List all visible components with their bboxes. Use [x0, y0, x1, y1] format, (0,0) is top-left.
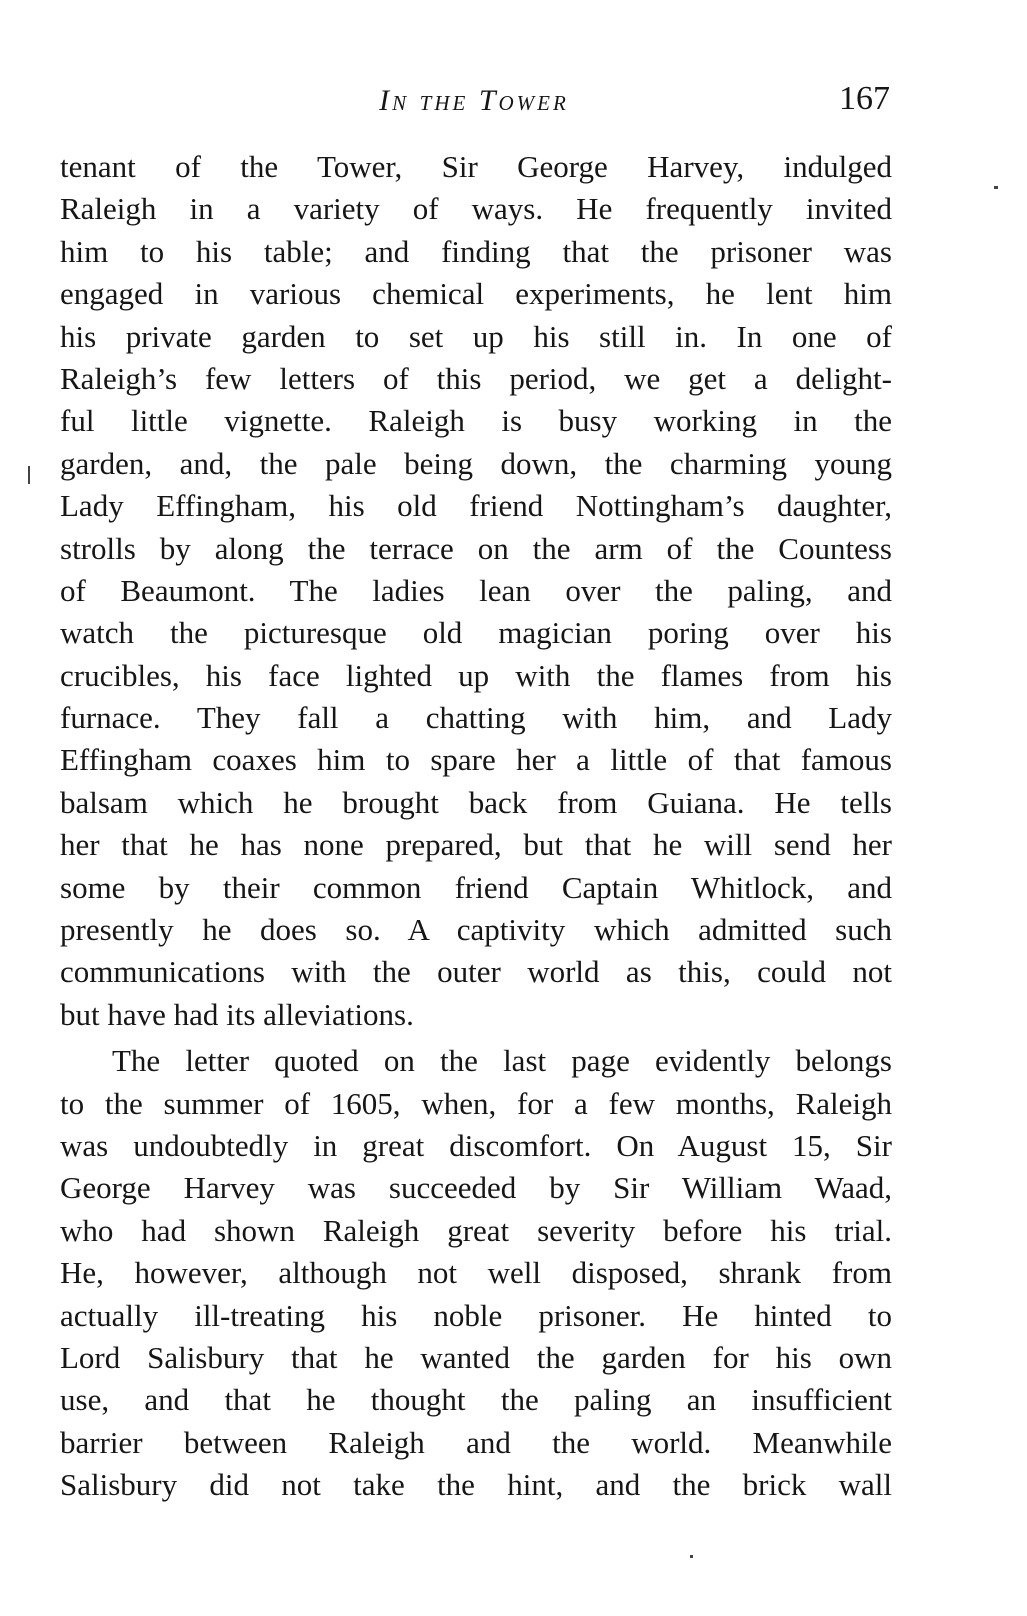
scan-speck	[28, 466, 30, 484]
text-line: Lord Salisbury that he wanted the garden for his own	[60, 1339, 892, 1375]
text-line: Raleigh in a variety of ways. He frequently invited	[60, 191, 892, 227]
text-line: crucibles, his face lighted up with the flames from his	[60, 657, 892, 693]
text-line: furnace. They fall a chatting with him, and Lady	[60, 700, 892, 736]
text-line: of Beaumont. The ladies lean over the paling, and	[60, 572, 892, 608]
text-line: some by their common friend Captain Whitlock, and	[60, 869, 892, 905]
text-line: his private garden to set up his still in. In one of	[60, 318, 892, 354]
running-title: In the Tower	[379, 84, 569, 117]
text-line: Lady Effingham, his old friend Nottingham’s daughter,	[60, 488, 892, 524]
scan-speck	[994, 186, 998, 189]
text-line: her that he has none prepared, but that he will send her	[60, 827, 892, 863]
text-line: balsam which he brought back from Guiana. He tells	[60, 784, 892, 820]
text-line: He, however, although not well disposed, shrank from	[60, 1255, 892, 1291]
text-line: use, and that he thought the paling an insufficient	[60, 1382, 892, 1418]
text-line: George Harvey was succeeded by Sir William Waad,	[60, 1170, 892, 1206]
text-line: to the summer of 1605, when, for a few months, Raleigh	[60, 1085, 892, 1121]
text-line: communications with the outer world as this, could not	[60, 954, 892, 990]
text-line: engaged in various chemical experiments, he lent him	[60, 276, 892, 312]
text-line: him to his table; and finding that the prisoner was	[60, 233, 892, 269]
text-line: ful little vignette. Raleigh is busy working in the	[60, 403, 892, 439]
text-line: barrier between Raleigh and the world. Meanwhile	[60, 1424, 892, 1460]
text-line: garden, and, the pale being down, the charming young	[60, 445, 892, 481]
text-line: Raleigh’s few letters of this period, we get a delight-	[60, 360, 892, 396]
page-number: 167	[839, 80, 890, 117]
scan-speck	[690, 1555, 693, 1558]
body-text	[60, 146, 892, 1507]
running-head	[58, 80, 890, 124]
text-line: was undoubtedly in great discomfort. On August 15, Sir	[60, 1127, 892, 1163]
text-line: The letter quoted on the last page evidently belongs	[112, 1043, 892, 1079]
text-line: presently he does so. A captivity which admitted such	[60, 912, 892, 948]
text-line: Effingham coaxes him to spare her a little of that famous	[60, 742, 892, 778]
text-line: strolls by along the terrace on the arm of the Countess	[60, 530, 892, 566]
text-line: but have had its alleviations.	[60, 996, 414, 1032]
text-line: actually ill-treating his noble prisoner. He hinted to	[60, 1297, 892, 1333]
text-line: tenant of the Tower, Sir George Harvey, indulged	[60, 149, 892, 184]
text-line: Salisbury did not take the hint, and the brick wall	[60, 1467, 892, 1503]
text-line: who had shown Raleigh great severity before his trial.	[60, 1212, 892, 1248]
text-line: watch the picturesque old magician poring over his	[60, 615, 892, 651]
